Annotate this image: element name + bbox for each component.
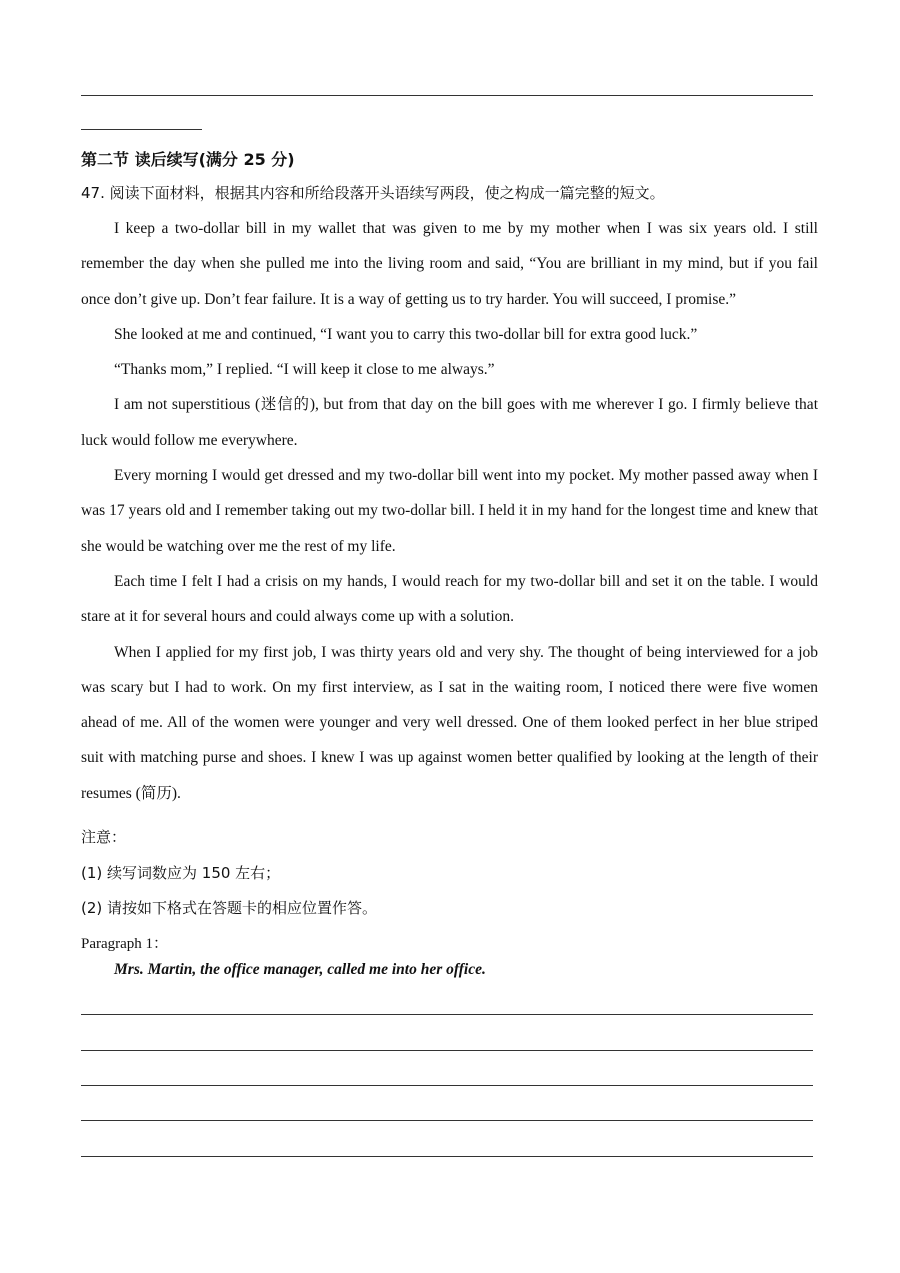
story-paragraph: She looked at me and continued, “I want you to carry this two-dollar bill for extra good luck.”	[114, 325, 698, 343]
answer-line	[81, 1120, 813, 1121]
section-title: 第二节 读后续写(满分 25 分)	[81, 150, 295, 169]
story-paragraph: “Thanks mom,” I replied. “I will keep it close to me always.”	[114, 361, 495, 379]
story-paragraph: I keep a two-dollar bill in my wallet that was given to me by my mother when I was six years old. I still remember the day when she pulled me into the living room and said, “You are brilliant in my mind, but if you fail once don’t give up. Don’t fear failure. It is a way of getting us to try harder. You will succeed, I promise.”	[81, 220, 818, 308]
answer-line	[81, 1085, 813, 1086]
answer-line-top	[81, 95, 813, 96]
answer-line	[81, 1014, 813, 1015]
note-word-count: (1) 续写词数应为 150 左右；	[81, 863, 281, 882]
story-paragraph: I am not superstitious (迷信的), but from that day on the bill goes with me wherever I go. I firmly believe that luck would follow me everywhere.	[81, 396, 818, 449]
story-paragraph: Every morning I would get dressed and my two-dollar bill went into my pocket. My mother passed away when I was 17 years old and I remember taking out my two-dollar bill. I held it in my hand for the longest time and knew that she would be watching over me the rest of my life.	[81, 467, 818, 555]
task-instruction: 47. 阅读下面材料，根据其内容和所给段落开头语续写两段，使之构成一篇完整的短文。	[81, 184, 665, 202]
story-text	[81, 211, 818, 811]
notes-block	[81, 820, 377, 962]
note-format: (2) 请按如下格式在答题卡的相应位置作答。	[81, 899, 378, 917]
notes-label: 注意：	[81, 828, 127, 846]
answer-line-short	[81, 129, 202, 130]
paragraph-opening-sentence: Mrs. Martin, the office manager, called me into her office.	[114, 961, 486, 978]
story-paragraph: When I applied for my first job, I was thirty years old and very shy. The thought of being interviewed for a job was scary but I had to work. On my first interview, as I sat in the waiting room, I noticed there were five women ahead of me. All of the women were younger and very well dressed. One of them looked perfect in her blue striped suit with matching purse and shoes. I knew I was up against women better qualified by looking at the length of their resumes (简历).	[81, 643, 818, 802]
paragraph-label: Paragraph 1：	[81, 935, 169, 952]
answer-line	[81, 1050, 813, 1051]
answer-line	[81, 1156, 813, 1157]
story-paragraph: Each time I felt I had a crisis on my hands, I would reach for my two-dollar bill and set it on the table. I would stare at it for several hours and could always come up with a solution.	[81, 572, 818, 626]
